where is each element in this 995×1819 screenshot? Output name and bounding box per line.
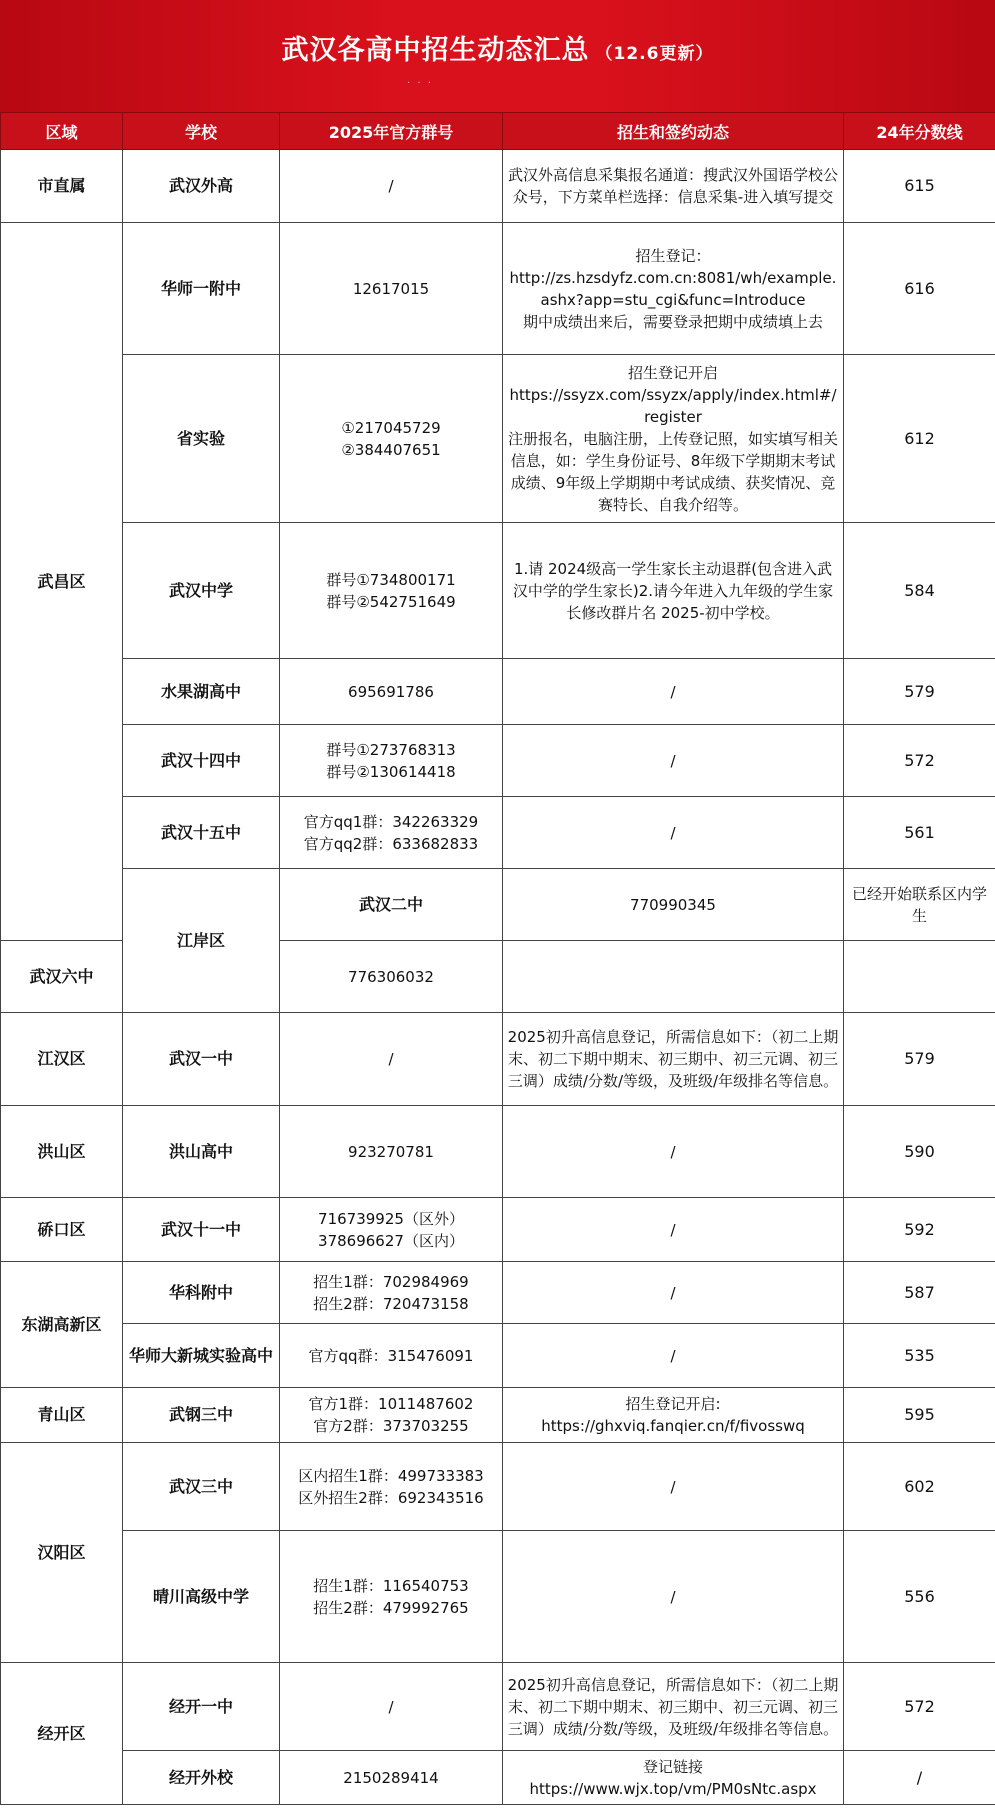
table-row [1, 355, 995, 523]
group-line: 官方qq1群：342263329 [303, 812, 479, 831]
group-cell [280, 1443, 503, 1531]
school-cell: 洪山高中 [123, 1106, 280, 1198]
table-row [1, 1443, 995, 1531]
group-cell [280, 725, 503, 797]
score-cell: 590 [844, 1106, 995, 1198]
school-cell: 经开一中 [123, 1663, 280, 1751]
score-cell: 615 [844, 150, 995, 223]
area-cell: 汉阳区 [1, 1443, 123, 1663]
news-cell [503, 797, 844, 869]
news-line: / [670, 682, 676, 701]
column-header-area: 区域 [1, 113, 123, 150]
score-cell: 587 [844, 1262, 995, 1324]
news-cell [503, 1013, 844, 1106]
group-line: 招生1群：116540753 [313, 1576, 469, 1595]
score-cell: 592 [844, 1198, 995, 1262]
table-row [1, 1106, 995, 1198]
group-line: 官方1群：1011487602 [308, 1395, 474, 1413]
table-row [1, 1388, 995, 1443]
group-line: 官方2群：373703255 [313, 1417, 469, 1435]
school-cell: 武汉外高 [123, 150, 280, 223]
area-cell: 青山区 [1, 1388, 123, 1443]
group-line: / [388, 177, 394, 195]
school-cell: 武汉中学 [123, 523, 280, 659]
column-header-news: 招生和签约动态 [503, 113, 844, 150]
table-row [1, 869, 995, 941]
news-line: 招生登记开启 [627, 363, 718, 382]
news-line: 已经开始联系区内学生 [851, 884, 987, 925]
area-cell: 东湖高新区 [1, 1262, 123, 1388]
table-row [1, 1013, 995, 1106]
group-line: 群号①273768313 [326, 740, 456, 759]
group-line: 378696627（区内） [318, 1231, 464, 1250]
school-cell: 晴川高级中学 [123, 1531, 280, 1663]
score-cell: 616 [844, 223, 995, 355]
news-line: / [670, 1283, 676, 1302]
news-cell [503, 223, 844, 355]
news-line: 期中成绩出来后，需要登录把期中成绩填上去 [522, 312, 823, 331]
area-cell: 市直属 [1, 150, 123, 223]
group-line: 招生2群：479992765 [313, 1598, 469, 1617]
news-cell [503, 1198, 844, 1262]
group-line: 776306032 [348, 967, 434, 986]
school-cell: 武汉十四中 [123, 725, 280, 797]
school-cell: 武汉三中 [123, 1443, 280, 1531]
news-cell [503, 1443, 844, 1531]
area-cell: 江汉区 [1, 1013, 123, 1106]
news-line: 招生登记： [635, 246, 711, 265]
news-link[interactable]: http://zs.hzsdyfz.com.cn:8081/wh/example.ashx?app=stu_cgi&func=Introduce [509, 268, 837, 309]
group-line: ①217045729 [341, 418, 441, 437]
group-line: 招生2群：720473158 [313, 1294, 469, 1313]
score-cell: 572 [844, 725, 995, 797]
column-header-school: 学校 [123, 113, 280, 150]
school-cell: 水果湖高中 [123, 659, 280, 725]
page-title [282, 28, 714, 67]
group-line: 923270781 [348, 1142, 434, 1161]
table-row [1, 1751, 995, 1805]
table-row [1, 1663, 995, 1751]
school-cell: 武汉二中 [280, 869, 503, 941]
news-link[interactable]: https://ghxviq.fanqier.cn/f/fivosswq [541, 1417, 805, 1435]
news-line: / [670, 1346, 676, 1365]
school-cell: 省实验 [123, 355, 280, 523]
score-cell: 572 [844, 1663, 995, 1751]
group-cell [280, 659, 503, 725]
table-row [1, 659, 995, 725]
group-cell [280, 797, 503, 869]
group-line: 群号②542751649 [326, 592, 456, 611]
news-line: / [670, 1142, 676, 1161]
group-line: 12617015 [352, 279, 430, 298]
group-cell [280, 941, 503, 1013]
school-cell: 武汉六中 [1, 941, 123, 1013]
admissions-table [0, 112, 995, 1805]
group-cell [503, 869, 844, 941]
school-cell: 武钢三中 [123, 1388, 280, 1443]
news-line: 武汉外高信息采集报名通道：搜武汉外国语学校公众号，下方菜单栏选择：信息采集-进入填写提交 [507, 166, 838, 206]
news-line: 招生登记开启: [625, 1395, 721, 1413]
table-row [1, 1198, 995, 1262]
news-cell [503, 941, 844, 1013]
news-cell [503, 1106, 844, 1198]
news-cell [503, 725, 844, 797]
school-cell: 武汉十一中 [123, 1198, 280, 1262]
header-banner [0, 0, 995, 112]
news-cell [503, 150, 844, 223]
column-header-group: 2025年官方群号 [280, 113, 503, 150]
group-line: ②384407651 [341, 440, 441, 459]
table-row [1, 725, 995, 797]
group-cell [280, 150, 503, 223]
group-line: 招生1群：702984969 [313, 1272, 469, 1291]
table-row [1, 1262, 995, 1324]
group-cell [280, 355, 503, 523]
score-cell: 561 [844, 797, 995, 869]
score-cell: 579 [844, 659, 995, 725]
news-line: / [670, 751, 676, 770]
group-line: 770990345 [630, 895, 716, 914]
group-cell [280, 1198, 503, 1262]
news-cell [503, 1262, 844, 1324]
group-line: 区外招生2群：692343516 [298, 1488, 484, 1507]
group-cell [280, 1751, 503, 1805]
news-cell [503, 659, 844, 725]
area-cell: 武昌区 [1, 223, 123, 941]
group-line: 2150289414 [343, 1768, 439, 1787]
group-line: 716739925（区外） [318, 1209, 464, 1228]
school-cell: 经开外校 [123, 1751, 280, 1805]
column-header-score: 24年分数线 [844, 113, 995, 150]
area-cell: 硚口区 [1, 1198, 123, 1262]
news-link[interactable]: https://www.wjx.top/vm/PM0sNtc.aspx [529, 1779, 817, 1798]
group-line: 群号②130614418 [326, 762, 456, 781]
news-cell [503, 1751, 844, 1805]
group-cell [280, 1013, 503, 1106]
news-line: / [670, 1587, 676, 1606]
table-header-row [1, 113, 995, 150]
group-cell [280, 1262, 503, 1324]
area-cell: 洪山区 [1, 1106, 123, 1198]
area-cell: 江岸区 [123, 869, 280, 1013]
score-cell: 584 [844, 523, 995, 659]
score-cell: 535 [844, 1324, 995, 1388]
school-cell: 华师一附中 [123, 223, 280, 355]
school-cell: 华师大新城实验高中 [123, 1324, 280, 1388]
table-row [1, 150, 995, 223]
news-line: 2025初升高信息登记，所需信息如下：（初二上期末、初二下期中期末、初三期中、初三元调、初三三调）成绩/分数/等级，及班级/年级排名等信息。 [507, 1675, 839, 1738]
score-cell: 579 [844, 1013, 995, 1106]
score-cell: 595 [844, 1388, 995, 1443]
news-cell [503, 355, 844, 523]
score-cell: / [844, 1751, 995, 1805]
news-link[interactable]: https://ssyzx.com/ssyzx/apply/index.html#/register [509, 385, 837, 426]
score-cell [844, 941, 995, 1013]
table-row [1, 523, 995, 659]
score-cell: 556 [844, 1531, 995, 1663]
news-cell [503, 1324, 844, 1388]
news-line: 登记链接 [642, 1757, 703, 1776]
score-cell: 612 [844, 355, 995, 523]
news-line: 2025初升高信息登记，所需信息如下：（初二上期末、初二下期中期末、初三期中、初三元调、初三三调）成绩/分数/等级，及班级/年级排名等信息。 [507, 1028, 839, 1090]
group-line: 官方qq2群：633682833 [303, 834, 479, 853]
group-line: 官方qq群：315476091 [308, 1346, 474, 1365]
news-cell [503, 1663, 844, 1751]
score-cell: 602 [844, 1443, 995, 1531]
group-cell [280, 1663, 503, 1751]
table-row [1, 797, 995, 869]
group-cell [280, 223, 503, 355]
group-line: 群号①734800171 [326, 570, 456, 589]
table-row [1, 223, 995, 355]
news-line: / [670, 1477, 676, 1496]
table-row [1, 1531, 995, 1663]
table-row [1, 1324, 995, 1388]
group-line: 695691786 [348, 682, 434, 701]
group-line: / [388, 1050, 394, 1068]
group-cell [280, 523, 503, 659]
news-line: 1.请 2024级高一学生家长主动退群(包含进入武汉中学的学生家长)2.请今年进入九年级的学生家长修改群片名 2025-初中学校。 [512, 559, 834, 622]
school-cell: 武汉十五中 [123, 797, 280, 869]
school-cell: 华科附中 [123, 1262, 280, 1324]
news-line: 注册报名，电脑注册，上传登记照，如实填写相关信息，如：学生身份证号、8年级下学期期末考试成绩、9年级上学期期中考试成绩、获奖情况、竞赛特长、自我介绍等。 [507, 429, 838, 514]
group-cell [280, 1324, 503, 1388]
group-line: 区内招生1群：499733383 [298, 1466, 484, 1485]
group-cell [280, 1106, 503, 1198]
news-cell [503, 1388, 844, 1443]
news-line: / [670, 1220, 676, 1239]
group-cell [280, 1388, 503, 1443]
news-cell [503, 523, 844, 659]
news-line: / [670, 823, 676, 842]
decorative-dots: · · · [407, 78, 433, 89]
title-text: 武汉各高中招生动态汇总 [281, 34, 590, 66]
news-cell [844, 869, 995, 941]
area-cell: 经开区 [1, 1663, 123, 1805]
group-line: / [388, 1697, 394, 1716]
school-cell: 武汉一中 [123, 1013, 280, 1106]
group-cell [280, 1531, 503, 1663]
news-cell [503, 1531, 844, 1663]
title-update-date: （12.6更新） [595, 43, 714, 64]
